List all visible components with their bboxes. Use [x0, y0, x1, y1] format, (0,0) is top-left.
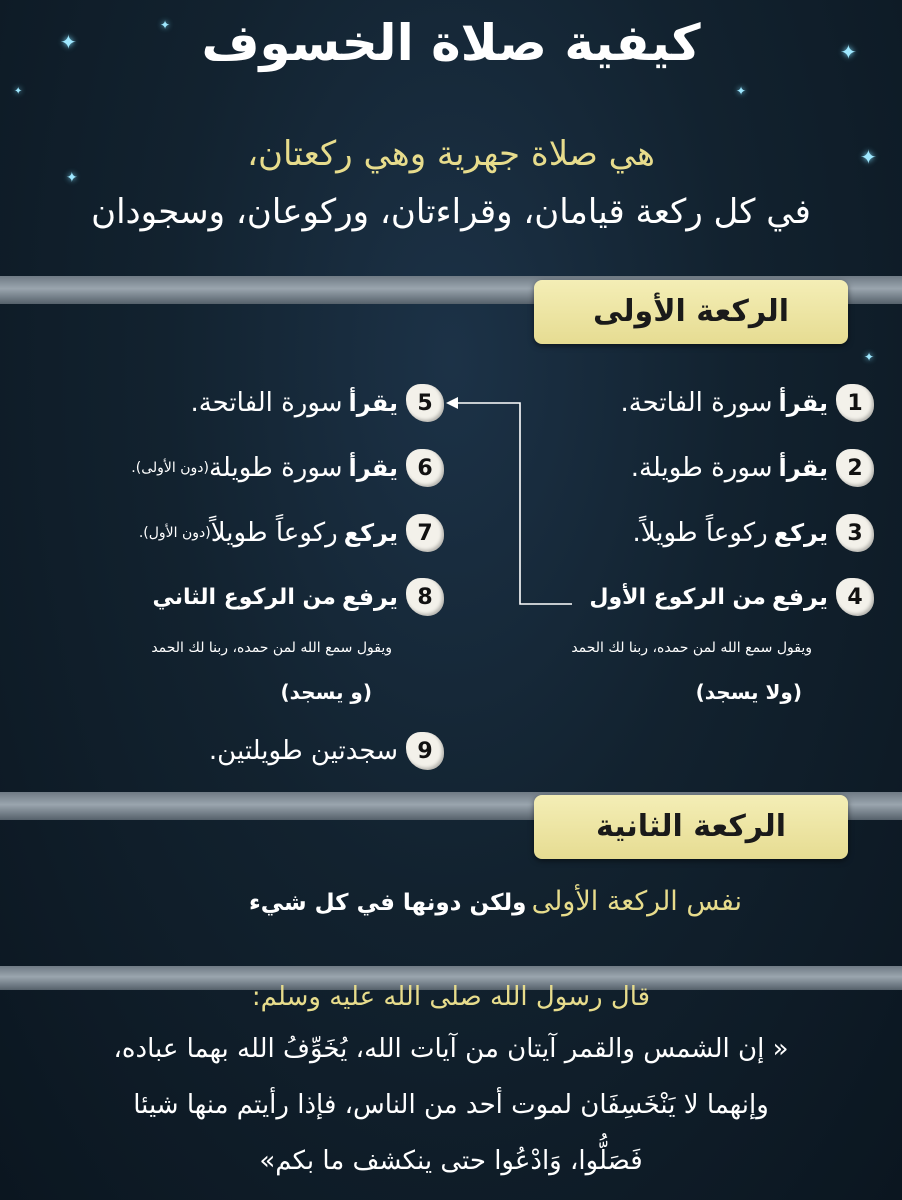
step-text: من الركوع الأول — [589, 584, 766, 610]
step-8-note: ويقول سمع الله لمن حمده، ربنا لك الحمد — [151, 640, 392, 656]
step-8 — [153, 578, 444, 616]
intro-line-1: هي صلاة جهرية وهي ركعتان، — [247, 134, 655, 174]
star-icon: ✦ — [840, 40, 857, 64]
second-rakah-text — [249, 886, 742, 917]
step-4 — [589, 578, 874, 616]
step-number: 8 — [406, 578, 444, 616]
star-icon: ✦ — [66, 170, 78, 186]
step-number: 3 — [836, 514, 874, 552]
star-icon: ✦ — [160, 18, 171, 32]
step-text: من الركوع الثاني — [152, 584, 336, 610]
star-icon: ✦ — [860, 145, 877, 169]
step-verb: يركع — [343, 519, 398, 547]
step-4-note: ويقول سمع الله لمن حمده، ربنا لك الحمد — [571, 640, 812, 656]
hadith-intro: قال رسول الله صلى الله عليه وسلم: — [251, 982, 651, 1012]
step-text: سجدتين طويلتين. — [208, 736, 398, 766]
star-icon: ✦ — [864, 350, 875, 364]
step-2 — [631, 449, 874, 487]
step-7 — [139, 514, 444, 552]
step-number: 7 — [406, 514, 444, 552]
step-text: سورة الفاتحة. — [190, 388, 343, 418]
step-verb: يقرأ — [778, 389, 828, 417]
step-text: سورة طويلة. — [630, 453, 773, 483]
step-qualifier: (دون الأولى). — [131, 460, 209, 476]
step-verb: يقرأ — [778, 454, 828, 482]
step-number: 1 — [836, 384, 874, 422]
step-verb: يركع — [773, 519, 828, 547]
hadith-line-3: فَصَلُّوا، وَادْعُوا حتى ينكشف ما بكم» — [259, 1146, 643, 1176]
step-number: 4 — [836, 578, 874, 616]
step-number: 9 — [406, 732, 444, 770]
star-icon: ✦ — [60, 30, 77, 54]
step-verb: يقرأ — [348, 454, 398, 482]
step-4-paren: (ولا يسجد) — [695, 680, 802, 704]
intro-line-2: في كل ركعة قيامان، وقراءتان، وركوعان، وسجودان — [91, 192, 811, 232]
step-9 — [209, 732, 444, 770]
step-verb: يرفع — [341, 583, 398, 611]
second-rakah-text-b: ولكن دونها في كل شيء — [249, 890, 527, 916]
step-1 — [620, 384, 874, 422]
step-text: ركوعاً طويلاً. — [632, 518, 768, 548]
step-text: سورة الفاتحة. — [620, 388, 773, 418]
step-3 — [632, 514, 874, 552]
step-5 — [190, 384, 444, 422]
step-6 — [131, 449, 444, 487]
step-number: 6 — [406, 449, 444, 487]
step-verb: يرفع — [771, 583, 828, 611]
step-number: 2 — [836, 449, 874, 487]
step-verb: يقرأ — [348, 389, 398, 417]
hadith-line-1: « إن الشمس والقمر آيتان من آيات الله، يُخَوِّفُ الله بهما عباده، — [113, 1034, 789, 1064]
second-rakah-label: الركعة الثانية — [534, 795, 848, 859]
step-number: 5 — [406, 384, 444, 422]
step-qualifier: (دون الأول). — [138, 525, 211, 541]
step-8-paren: (و يسجد) — [280, 680, 372, 704]
second-rakah-text-a: نفس الركعة الأولى — [531, 886, 742, 917]
step-text: ركوعاً طويلاً — [210, 518, 338, 548]
step-text: سورة طويلة — [208, 453, 343, 483]
star-icon: ✦ — [14, 86, 23, 97]
hadith-line-2: وإنهما لا يَنْخَسِفَان لموت أحد من الناس، فإذا رأيتم منها شيئا — [133, 1090, 769, 1120]
first-rakah-label: الركعة الأولى — [534, 280, 848, 344]
page-title: كيفية صلاة الخسوف — [201, 14, 701, 72]
star-icon: ✦ — [736, 84, 747, 98]
